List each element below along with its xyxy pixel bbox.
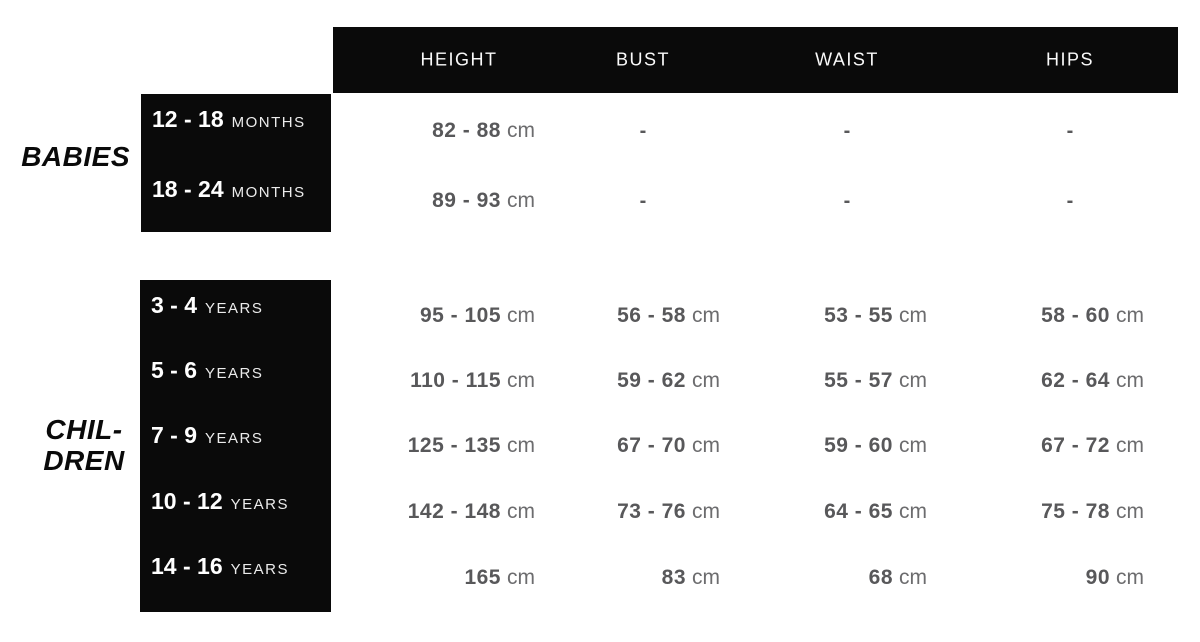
height-value [408,497,535,527]
value-number: 165 [464,566,501,589]
age-range: 18 - 24 [152,176,224,202]
value-unit: cm [1116,369,1144,392]
bust-value-empty: - [639,190,647,212]
bust-value [662,563,720,593]
waist-value [824,431,927,461]
hips-value [1041,366,1144,396]
value-unit: cm [899,500,927,523]
height-value [432,116,535,146]
value-number: 73 - 76 [617,500,686,523]
value-unit: cm [507,500,535,523]
age-unit: MONTHS [231,184,306,201]
value-number: 67 - 72 [1041,434,1110,457]
age-range: 7 - 9 [151,422,198,448]
group-label-children [18,414,150,476]
value-number: 82 - 88 [432,119,501,142]
age-range: 3 - 4 [151,292,198,318]
waist-value [824,497,927,527]
babies-size-box [141,94,331,232]
value-number: 62 - 64 [1041,369,1110,392]
value-unit: cm [899,566,927,589]
value-number: 75 - 78 [1041,500,1110,523]
value-unit: cm [1116,500,1144,523]
hips-value [1041,431,1144,461]
value-unit: cm [507,369,535,392]
hips-value [1086,563,1144,593]
value-unit: cm [692,434,720,457]
value-unit: cm [692,369,720,392]
column-header-hips: HIPS [1045,49,1095,70]
value-number: 58 - 60 [1041,304,1110,327]
size-row-18-24-months [152,174,331,204]
column-header-waist: WAIST [815,49,879,70]
value-unit: cm [1116,566,1144,589]
group-label-line1: CHIL- [45,414,123,445]
size-row-3-4-years [151,290,331,320]
value-number: 59 - 60 [824,434,893,457]
value-number: 67 - 70 [617,434,686,457]
value-number: 89 - 93 [432,189,501,212]
age-unit: YEARS [205,430,264,447]
age-range: 14 - 16 [151,553,223,579]
height-value [410,366,535,396]
height-value [420,301,535,331]
hips-value-empty: - [1066,120,1074,142]
size-row-12-18-months [152,104,331,134]
value-unit: cm [1116,304,1144,327]
value-number: 95 - 105 [419,304,501,327]
waist-value-empty: - [843,120,851,142]
value-number: 142 - 148 [407,500,501,523]
age-unit: YEARS [205,365,264,382]
hips-value [1041,497,1144,527]
waist-value [824,366,927,396]
age-range: 12 - 18 [152,106,224,132]
column-header-bust: BUST [615,49,671,70]
value-unit: cm [899,369,927,392]
age-unit: YEARS [205,300,264,317]
group-label-line2: DREN [43,445,125,476]
column-header-height: HEIGHT [420,49,498,70]
value-unit: cm [507,434,535,457]
age-unit: YEARS [230,561,289,578]
value-number: 110 - 115 [410,369,501,392]
value-unit: cm [1116,434,1144,457]
hips-value [1041,301,1144,331]
children-size-box [140,280,331,612]
age-range: 10 - 12 [151,488,223,514]
table-header-bar [333,27,1178,93]
value-number: 68 [868,566,893,589]
bust-value [617,497,720,527]
bust-value [617,301,720,331]
size-row-10-12-years [151,486,331,516]
value-unit: cm [899,434,927,457]
value-number: 83 [661,566,686,589]
bust-value [617,366,720,396]
value-number: 55 - 57 [824,369,893,392]
value-unit: cm [899,304,927,327]
value-unit: cm [692,566,720,589]
height-value [408,431,535,461]
size-row-7-9-years [151,420,331,450]
value-number: 64 - 65 [824,500,893,523]
value-unit: cm [507,119,535,142]
bust-value [617,431,720,461]
value-number: 125 - 135 [407,434,501,457]
value-unit: cm [692,304,720,327]
size-row-5-6-years [151,355,331,385]
size-row-14-16-years [151,551,331,581]
value-unit: cm [692,500,720,523]
waist-value [824,301,927,331]
value-number: 56 - 58 [617,304,686,327]
age-unit: MONTHS [231,114,306,131]
height-value [464,563,535,593]
value-unit: cm [507,304,535,327]
group-label-babies: BABIES [21,141,130,172]
value-number: 59 - 62 [617,369,686,392]
waist-value [869,563,927,593]
value-unit: cm [507,566,535,589]
age-unit: YEARS [230,496,289,513]
hips-value-empty: - [1066,190,1074,212]
age-range: 5 - 6 [151,357,198,383]
value-number: 90 [1085,566,1110,589]
value-number: 53 - 55 [824,304,893,327]
value-unit: cm [507,189,535,212]
bust-value-empty: - [639,120,647,142]
waist-value-empty: - [843,190,851,212]
height-value [432,186,535,216]
